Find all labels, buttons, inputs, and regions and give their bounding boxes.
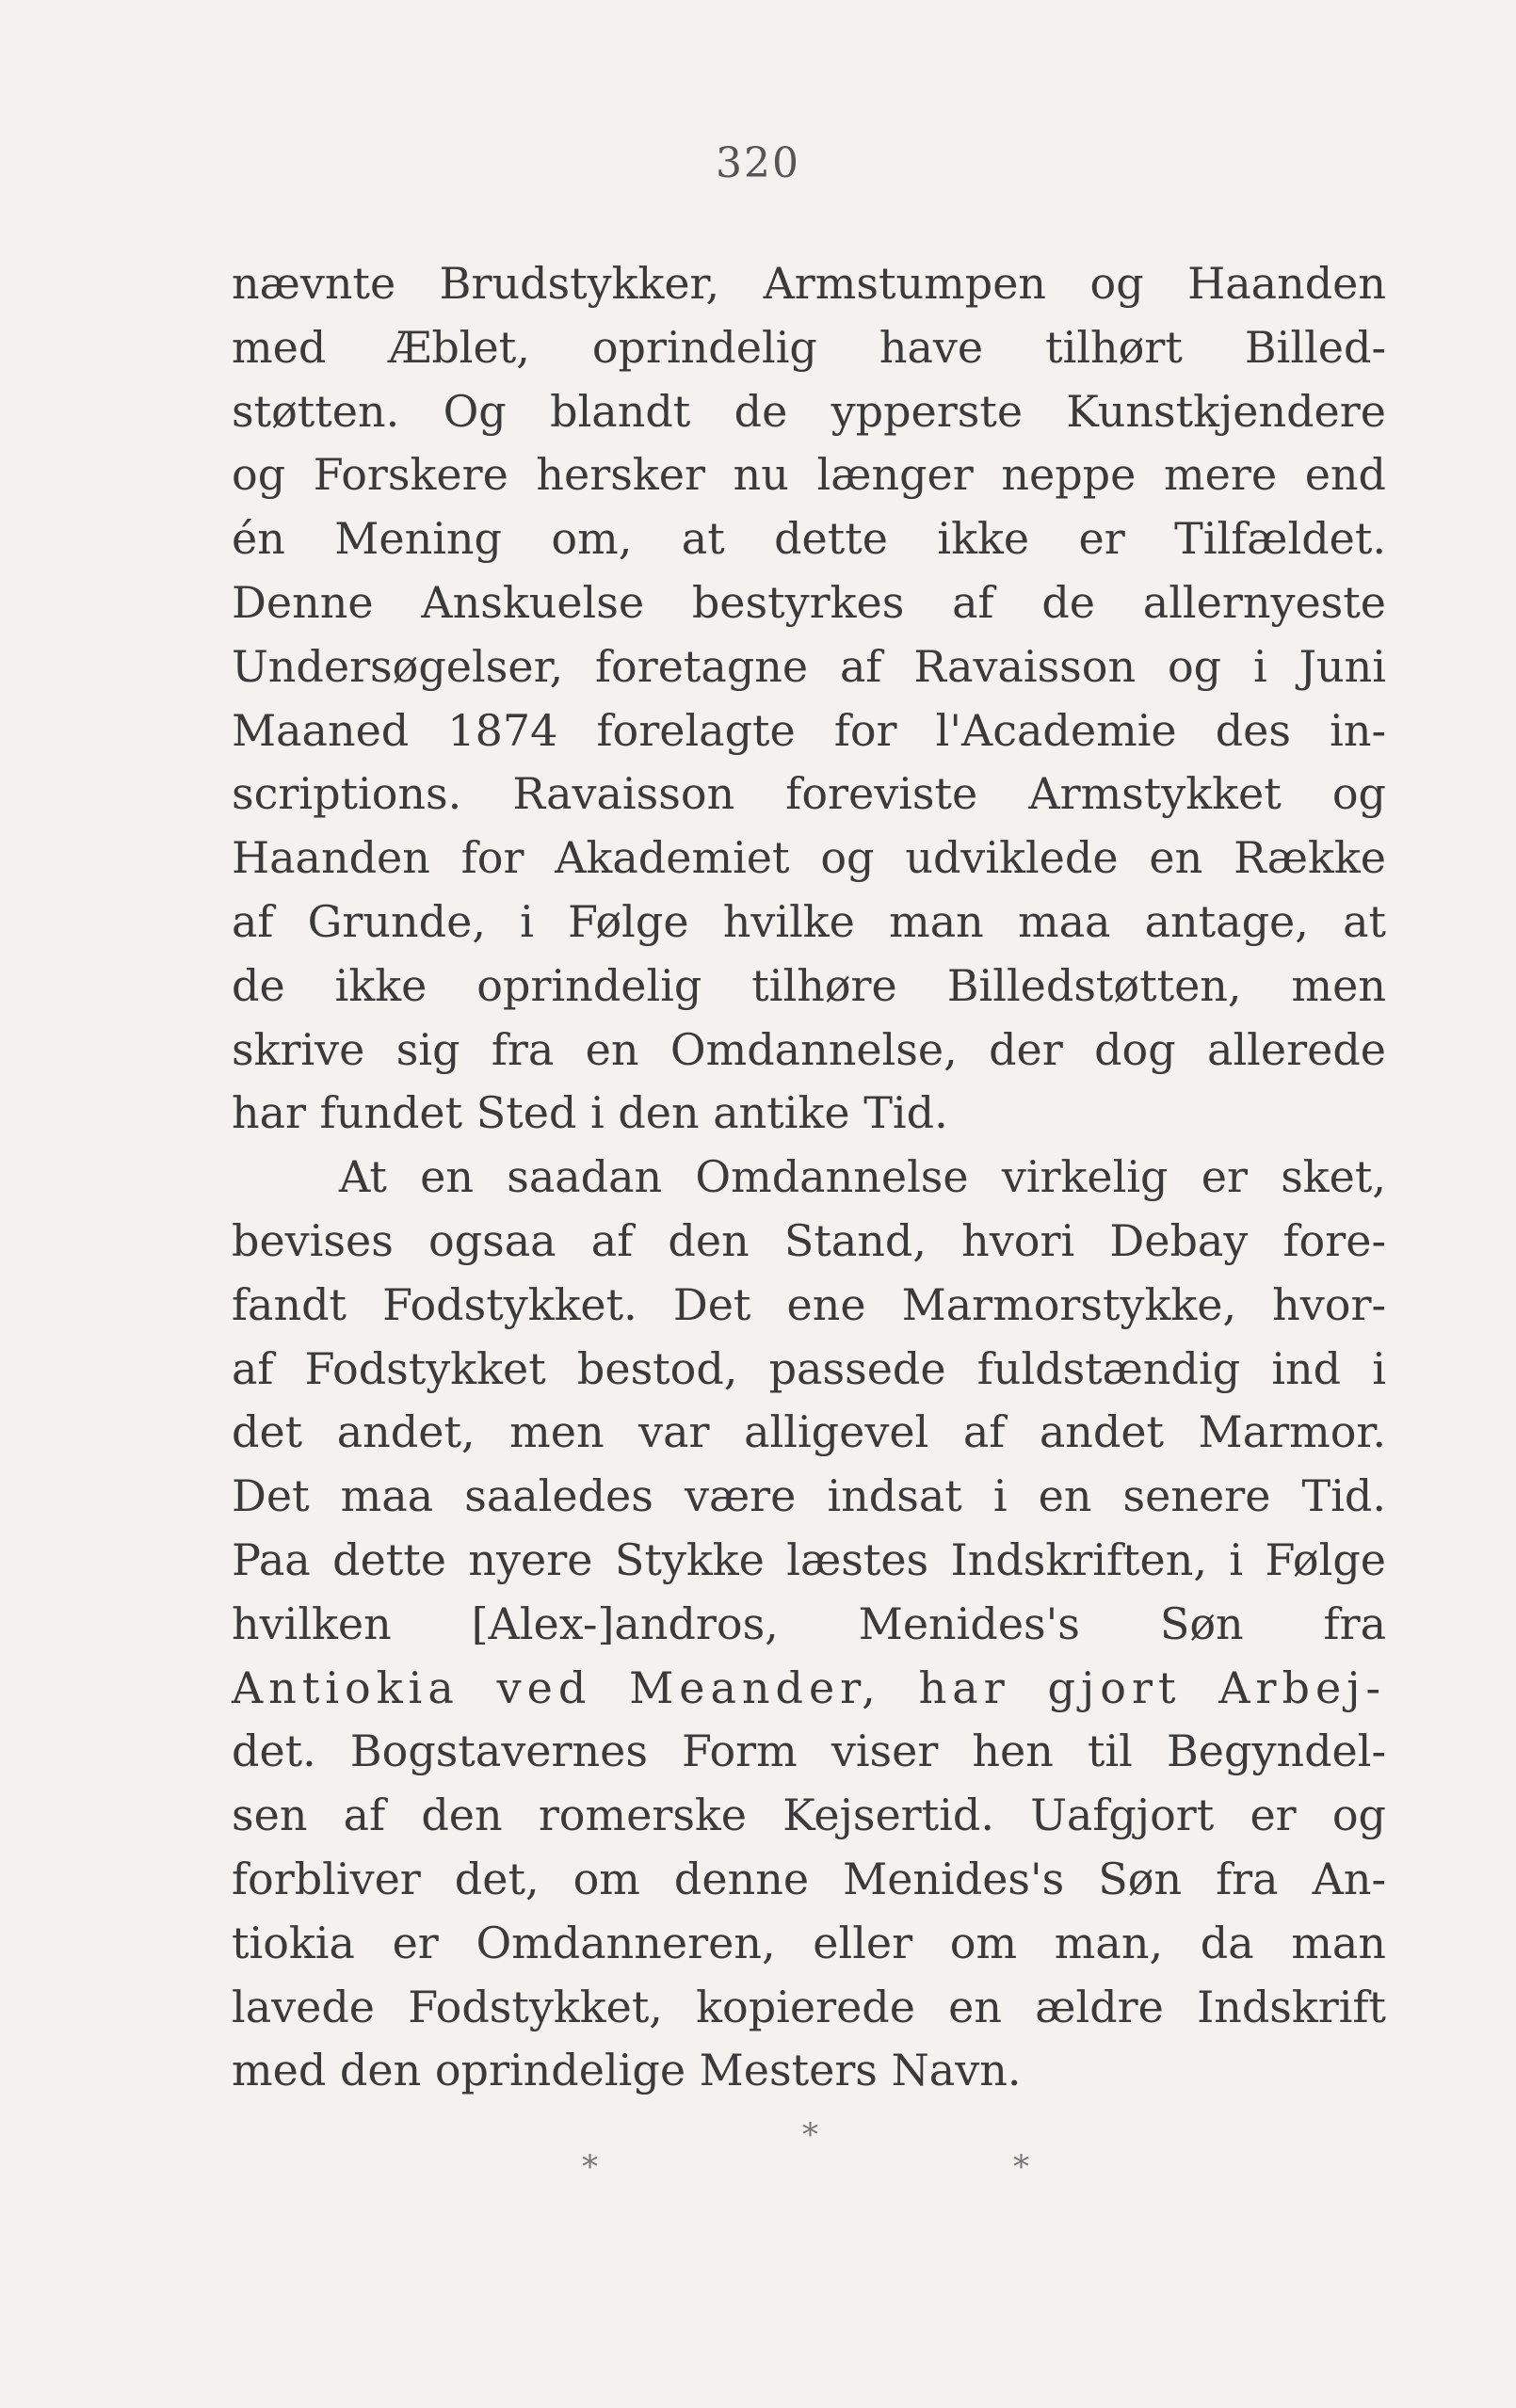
text-line: det. Bogstavernes Form viser hen til Begyndel- <box>232 1726 1386 1777</box>
text-line: det andet, men var alligevel af andet Marmor. <box>232 1406 1386 1458</box>
text-line: Paa dette nyere Stykke læstes Indskriften, i Følge <box>232 1533 1386 1585</box>
text-line: lavede Fodstykket, kopierede en ældre Indskrift <box>232 1981 1386 2032</box>
text-line: nævnte Brudstykker, Armstumpen og Haanden <box>232 258 1386 309</box>
text-line: Undersøgelser, foretagne af Ravaisson og i Juni <box>232 640 1386 692</box>
text-line: har fundet Sted i den antike Tid. <box>232 1087 948 1139</box>
text-line: af Grunde, i Følge hvilke man maa antage, at <box>232 895 1386 947</box>
text-line: Antiokia ved Meander, har gjort Arbej- <box>232 1662 1386 1713</box>
text-line: med den oprindelige Mesters Navn. <box>232 2045 1022 2096</box>
text-line: sen af den romerske Kejsertid. Uafgjort er og <box>232 1790 1386 1841</box>
text-line: hvilken [Alex-]andros, Menides's Søn fra <box>232 1597 1386 1649</box>
text-line: forbliver det, om denne Menides's Søn fra An- <box>232 1853 1386 1904</box>
text-line: Det maa saaledes være indsat i en senere Tid. <box>232 1470 1386 1522</box>
asterisk-icon: * <box>802 2116 818 2154</box>
asterisk-icon: * <box>582 2148 598 2186</box>
text-line: bevises ogsaa af den Stand, hvori Debay fore- <box>232 1214 1386 1266</box>
text-line: scriptions. Ravaisson foreviste Armstykket og <box>232 768 1386 820</box>
page-number: 320 <box>716 139 800 187</box>
text-line: Haanden for Akademiet og udviklede en Række <box>232 832 1386 884</box>
text-line: At en saadan Omdannelse virkelig er sket, <box>339 1151 1386 1203</box>
text-line: Denne Anskuelse bestyrkes af de allernyeste <box>232 576 1386 628</box>
text-line: Maaned 1874 forelagte for l'Academie des in- <box>232 704 1386 756</box>
text-line: støtten. Og blandt de ypperste Kunstkjendere <box>232 385 1386 437</box>
text-line: og Forskere hersker nu længer neppe mere end <box>232 449 1386 501</box>
text-line: de ikke oprindelig tilhøre Billedstøtten, men <box>232 959 1386 1011</box>
text-line: med Æblet, oprindelig have tilhørt Billed- <box>232 321 1386 373</box>
text-line: fandt Fodstykket. Det ene Marmorstykke, hvor- <box>232 1278 1386 1330</box>
text-line: tiokia er Omdanneren, eller om man, da man <box>232 1917 1386 1968</box>
body-text <box>232 252 1386 2103</box>
text-line: skrive sig fra en Omdannelse, der dog allerede <box>232 1023 1386 1075</box>
text-line: én Mening om, at dette ikke er Tilfældet. <box>232 513 1386 565</box>
asterisk-icon: * <box>1013 2148 1029 2186</box>
text-line: af Fodstykket bestod, passede fuldstændig ind i <box>232 1342 1386 1394</box>
